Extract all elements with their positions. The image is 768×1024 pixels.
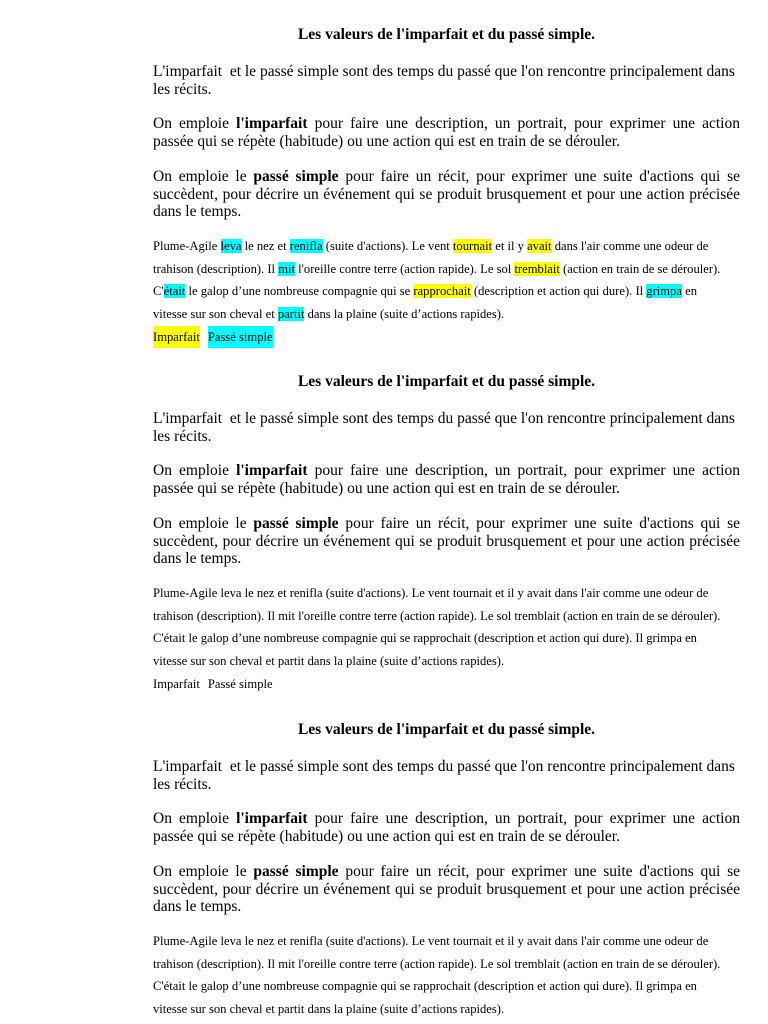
legend-imparfait: Imparfait (153, 677, 200, 691)
text-segment: (suite d'actions). Le vent (322, 239, 453, 253)
text-line (153, 953, 740, 976)
text-segment: On emploie (153, 810, 237, 827)
text-line (153, 863, 740, 881)
highlighted-verb: rapprochait (413, 284, 471, 299)
text-segment: dans l'air comme une odeur de (551, 239, 709, 253)
text-segment: L'imparfait et le passé simple sont des temps du passé que l'on rencontre principalement dans (153, 63, 735, 80)
highlighted-verb: avait (527, 239, 552, 253)
text-line (153, 81, 740, 99)
text-segment: succèdent, pour décrire un événement qui se produit brusquement et pour une action précisée (153, 532, 740, 550)
text-segment: trahison (description). Il mit l'oreille contre terre (action rapide). Le sol tremblait (action en train de se dérouler). (153, 608, 721, 623)
intro-paragraph (153, 410, 740, 445)
section-title: Les valeurs de l'imparfait et du passé simple. (297, 26, 596, 43)
intro-paragraph (153, 63, 740, 98)
text-segment: C' (153, 284, 164, 299)
text-line (153, 203, 740, 221)
text-line (153, 898, 740, 916)
bold-term: l'imparfait (236, 462, 308, 479)
bold-term: passé simple (253, 168, 339, 185)
text-segment: pour faire une description, un portrait, pour exprimer une action (307, 462, 740, 479)
highlighted-verb: leva (220, 239, 242, 253)
text-line (153, 533, 740, 551)
highlighted-verb: mit (278, 261, 296, 276)
text-segment: (description et action qui dure). Il (470, 284, 647, 299)
text-line (153, 998, 740, 1021)
text-line (153, 828, 740, 846)
passe-simple-usage-paragraph (153, 168, 740, 221)
text-segment: passée qui se répète (habitude) ou une action qui est en train de se dérouler. (153, 132, 620, 150)
text-segment: succèdent, pour décrire un événement qui se produit brusquement et pour une action précisée (153, 185, 740, 203)
bold-term: l'imparfait (236, 115, 308, 132)
legend-passe-simple: Passé simple (208, 326, 273, 348)
intro-paragraph (153, 758, 740, 793)
text-segment: On emploie le (153, 863, 254, 880)
highlighted-verb: grimpa (646, 284, 682, 299)
text-segment: vitesse sur son cheval et partit dans la plaine (suite d’actions rapides). (153, 653, 505, 668)
text-segment: On emploie (153, 115, 237, 132)
text-line (153, 515, 740, 533)
section-title: Les valeurs de l'imparfait et du passé simple. (297, 721, 596, 738)
text-line (153, 303, 740, 326)
text-segment: trahison (description). Il mit l'oreille contre terre (action rapide). Le sol tremblait (action en train de se dérouler). (153, 956, 721, 971)
text-segment: trahison (description). Il (153, 261, 279, 276)
text-line (153, 480, 740, 498)
text-line (153, 550, 740, 568)
text-line (153, 168, 740, 186)
text-line (153, 235, 740, 258)
text-segment: C'était le galop d’une nombreuse compagnie qui se rapprochait (description et action qui dure). Il grimpa en (153, 979, 697, 994)
text-line (153, 582, 740, 605)
text-segment: Plume-Agile (153, 239, 221, 253)
text-line (153, 63, 740, 81)
lesson-section-3 (153, 695, 740, 1024)
text-line (153, 975, 740, 998)
text-segment: les récits. (153, 427, 212, 445)
text-segment: vitesse sur son cheval et partit dans la plaine (suite d’actions rapides). (153, 1001, 505, 1016)
text-segment: On emploie (153, 462, 237, 479)
bold-term: passé simple (253, 515, 339, 532)
bold-term: l'imparfait (236, 810, 308, 827)
text-segment: pour faire un récit, pour exprimer une suite d'actions qui se (338, 515, 741, 532)
text-segment: pour faire une description, un portrait, pour exprimer une action (307, 115, 740, 132)
highlighted-verb: tournait (452, 239, 493, 253)
highlighted-verb: partit (277, 306, 305, 321)
text-line (153, 650, 740, 673)
section-title: Les valeurs de l'imparfait et du passé simple. (297, 373, 596, 390)
text-line (153, 605, 740, 628)
text-segment: dans le temps. (153, 550, 242, 568)
text-segment: succèdent, pour décrire un événement qui se produit brusquement et pour une action précisée (153, 880, 740, 898)
bold-term: passé simple (253, 863, 339, 880)
text-segment: pour faire une description, un portrait, pour exprimer une action (307, 810, 740, 827)
text-line (153, 258, 740, 281)
highlighted-verb: renifla (289, 239, 323, 253)
imparfait-usage-paragraph (153, 462, 740, 497)
text-segment: Plume-Agile leva le nez et renifla (suite d'actions). Le vent tournait et il y avait dans l'air comme une odeur de (153, 586, 709, 600)
text-segment: passée qui se répète (habitude) ou une action qui est en train de se dérouler. (153, 479, 620, 497)
text-segment: L'imparfait et le passé simple sont des temps du passé que l'on rencontre principalement dans (153, 758, 735, 775)
highlighted-verb: était (163, 284, 186, 299)
text-line (153, 930, 740, 953)
text-segment: On emploie le (153, 515, 254, 532)
text-line (153, 758, 740, 776)
text-segment: les récits. (153, 80, 212, 98)
text-segment: et il y (492, 239, 528, 253)
text-line (153, 776, 740, 794)
legend-passe-simple: Passé simple (207, 677, 273, 691)
passe-simple-usage-paragraph (153, 863, 740, 916)
text-segment: le galop d’une nombreuse compagnie qui se (185, 284, 414, 299)
text-line (153, 186, 740, 204)
lesson-section-1 (153, 0, 740, 347)
text-segment: vitesse sur son cheval et (153, 306, 278, 321)
color-legend (153, 326, 273, 348)
imparfait-usage-paragraph (153, 810, 740, 845)
text-segment: C'était le galop d’une nombreuse compagnie qui se rapprochait (description et action qui dure). Il grimpa en (153, 631, 697, 646)
text-line (153, 280, 740, 303)
text-segment: le nez et (241, 239, 290, 253)
text-segment: les récits. (153, 775, 212, 793)
legend-imparfait: Imparfait (153, 326, 200, 348)
text-segment: pour faire un récit, pour exprimer une suite d'actions qui se (338, 863, 741, 880)
text-segment: dans la plaine (suite d’actions rapides). (304, 306, 505, 321)
text-line (153, 115, 740, 133)
color-legend (153, 673, 273, 695)
imparfait-usage-paragraph (153, 115, 740, 150)
text-segment: dans le temps. (153, 898, 242, 916)
text-segment: Plume-Agile leva le nez et renifla (suite d'actions). Le vent tournait et il y avait dans l'air comme une odeur de (153, 934, 709, 948)
lesson-section-2 (153, 347, 740, 695)
text-line (153, 428, 740, 446)
passe-simple-usage-paragraph (153, 515, 740, 568)
text-segment: L'imparfait et le passé simple sont des temps du passé que l'on rencontre principalement dans (153, 410, 735, 427)
highlighted-verb: tremblait (514, 261, 560, 276)
text-line (153, 627, 740, 650)
example-paragraph (153, 930, 740, 1020)
text-segment: (action en train de se dérouler). (559, 261, 721, 276)
text-segment: pour faire un récit, pour exprimer une suite d'actions qui se (338, 168, 741, 185)
text-segment: dans le temps. (153, 203, 242, 221)
text-segment: l'oreille contre terre (action rapide). Le sol (295, 261, 515, 276)
example-paragraph (153, 582, 740, 672)
text-segment: passée qui se répète (habitude) ou une action qui est en train de se dérouler. (153, 827, 620, 845)
text-line (153, 810, 740, 828)
text-line (153, 462, 740, 480)
text-segment: On emploie le (153, 168, 254, 185)
text-line (153, 410, 740, 428)
example-paragraph (153, 235, 740, 325)
text-line (153, 133, 740, 151)
text-segment: en (681, 284, 698, 299)
text-line (153, 881, 740, 899)
